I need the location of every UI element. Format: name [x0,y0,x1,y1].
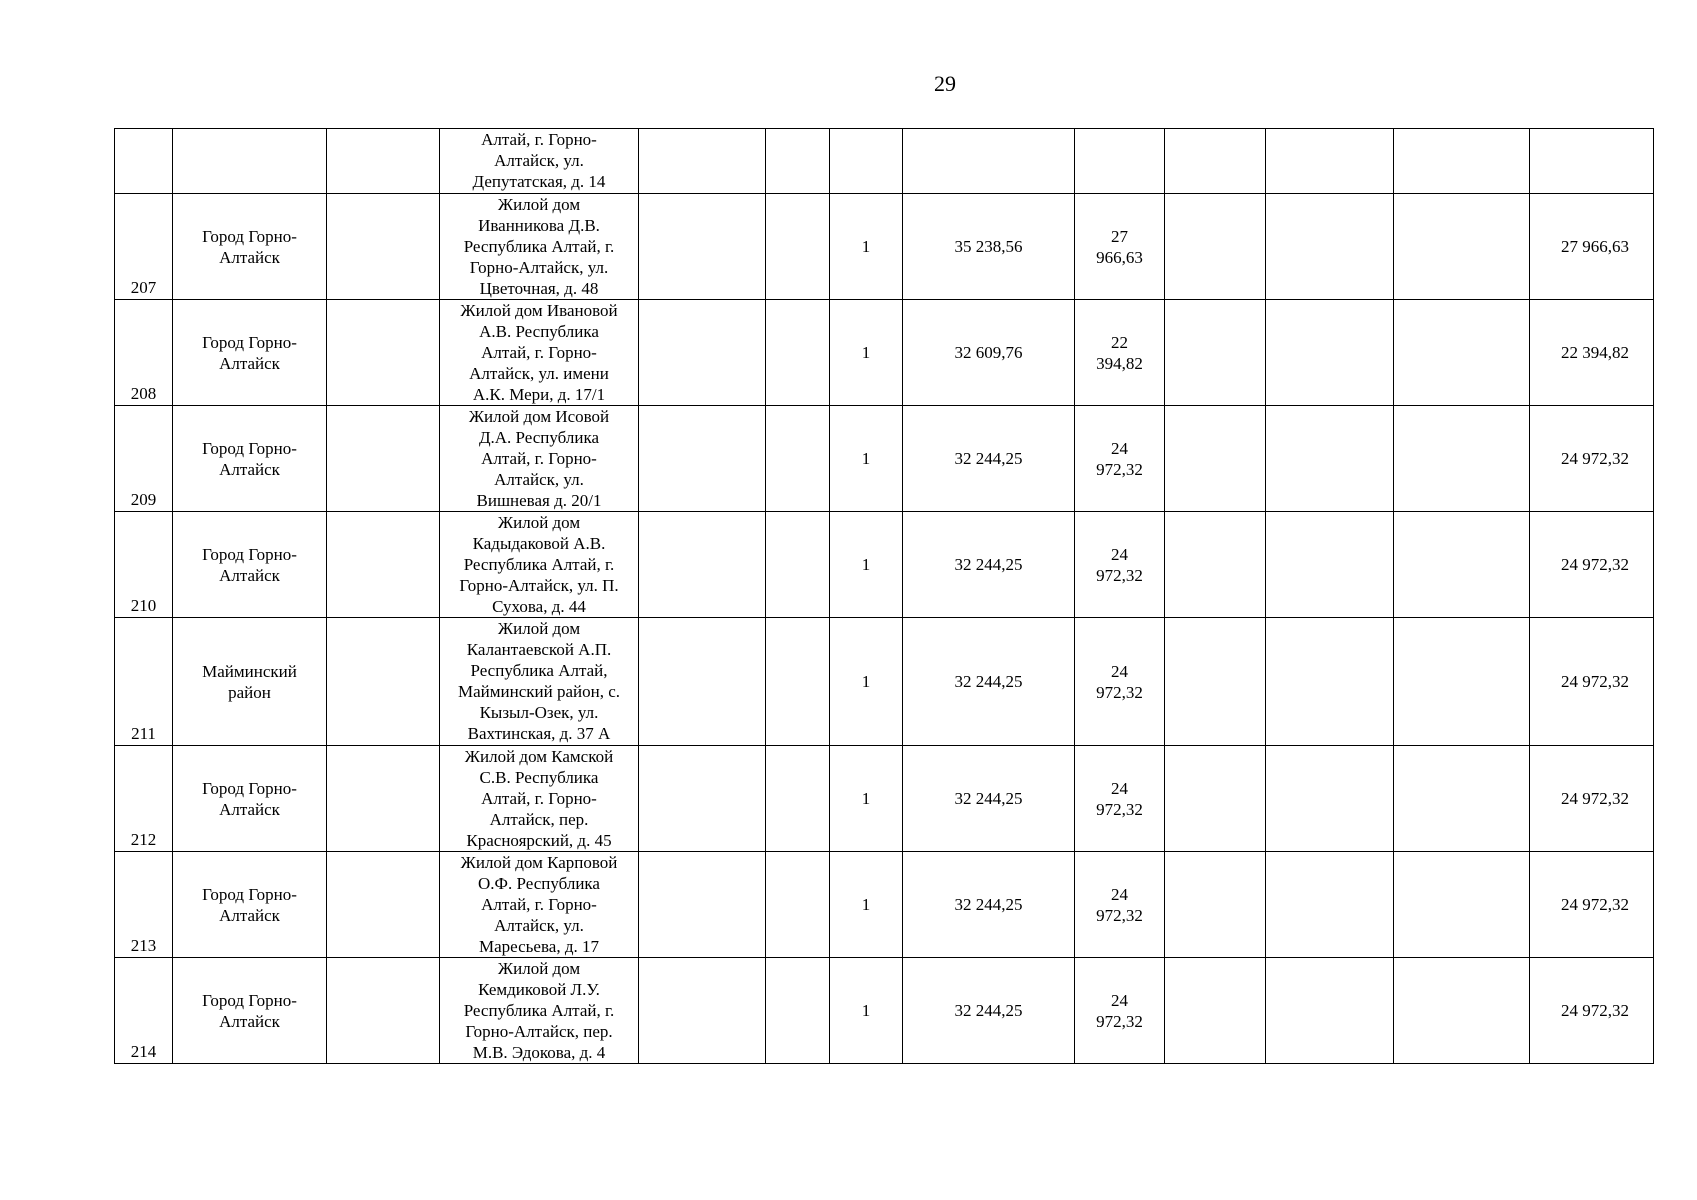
cost-cell: 35 238,56 [903,194,1075,300]
municipality-cell-line: Город Горно- [202,438,297,458]
address-cell-line: Алтайск, ул. [494,470,584,489]
total-cell [1530,129,1654,194]
amount-cell-line: 972,32 [1096,459,1143,479]
empty-cell [1394,958,1530,1064]
address-cell-line: Жилой дом [497,959,581,978]
empty-cell [766,618,830,746]
municipality-cell-line: Алтайск [219,247,280,267]
empty-cell [1394,129,1530,194]
amount-cell-line: 27 [1111,226,1128,246]
cost-cell: 32 244,25 [903,512,1075,618]
total-cell: 22 394,82 [1530,300,1654,406]
address-cell-line: Жилой дом [497,513,581,532]
empty-cell [1266,746,1394,852]
total-cell: 24 972,32 [1530,512,1654,618]
address-cell-line: Республика Алтай, г. [463,555,615,574]
address-cell-line: Жилой дом Камской [464,747,614,766]
amount-cell-line: 22 [1111,332,1128,352]
address-cell [440,406,639,512]
row-number-cell: 209 [115,406,173,512]
amount-cell [1075,958,1165,1064]
municipality-cell-line: Город Горно- [202,332,297,352]
address-cell-line: Кемдиковой Л.У. [478,980,600,999]
address-cell-line: Республика Алтай, г. [463,237,615,256]
address-cell-line: Калантаевской А.П. [466,640,612,659]
address-cell-line: Маресьева, д. 17 [479,937,599,956]
address-cell-line: Жилой дом [497,619,581,638]
address-cell-line: Кадыдаковой А.В. [472,534,606,553]
empty-cell [639,194,766,300]
empty-cell [1266,958,1394,1064]
address-cell [440,958,639,1064]
quantity-cell: 1 [830,618,903,746]
address-cell-line: Жилой дом [497,195,581,214]
address-cell-line: Жилой дом Исовой [468,407,610,426]
empty-cell [639,300,766,406]
address-cell-line: С.В. Республика [479,768,599,787]
table-row [115,512,1654,618]
municipality-cell [173,746,327,852]
address-cell-line: А.В. Республика [479,322,599,341]
empty-cell [766,512,830,618]
empty-cell [1165,958,1266,1064]
amount-cell-line: 24 [1111,438,1128,458]
municipality-cell [173,512,327,618]
empty-cell [1165,618,1266,746]
data-table [114,128,1654,1064]
empty-cell [327,194,440,300]
address-cell [440,746,639,852]
address-cell-line: Депутатская, д. 14 [472,172,606,191]
table-row [115,958,1654,1064]
empty-cell [1266,852,1394,958]
address-cell-line: Алтайск, ул. [494,916,584,935]
municipality-cell [173,129,327,194]
empty-cell [1165,406,1266,512]
table-row [115,406,1654,512]
quantity-cell [830,129,903,194]
quantity-cell: 1 [830,852,903,958]
amount-cell-line: 972,32 [1096,682,1143,702]
empty-cell [1266,618,1394,746]
municipality-cell-line: Майминский [202,661,297,681]
empty-cell [639,512,766,618]
municipality-cell-line: Алтайск [219,905,280,925]
empty-cell [327,746,440,852]
amount-cell-line: 394,82 [1096,353,1143,373]
empty-cell [327,512,440,618]
municipality-cell-line: Алтайск [219,799,280,819]
empty-cell [766,746,830,852]
address-cell-line: Республика Алтай, [470,661,608,680]
address-cell-line: Цветочная, д. 48 [479,279,599,298]
address-cell-line: Д.А. Республика [478,428,600,447]
municipality-cell [173,194,327,300]
empty-cell [639,958,766,1064]
row-number-cell: 208 [115,300,173,406]
amount-cell-line: 24 [1111,884,1128,904]
empty-cell [1165,512,1266,618]
empty-cell [639,406,766,512]
total-cell: 24 972,32 [1530,852,1654,958]
amount-cell-line: 972,32 [1096,799,1143,819]
address-cell-line: Алтай, г. Горно- [481,789,597,808]
amount-cell [1075,746,1165,852]
municipality-cell-line: Алтайск [219,459,280,479]
address-cell [440,129,639,194]
amount-cell [1075,852,1165,958]
amount-cell [1075,129,1165,194]
address-cell-line: Кызыл-Озек, ул. [479,703,599,722]
empty-cell [639,746,766,852]
cost-cell: 32 244,25 [903,406,1075,512]
amount-cell [1075,618,1165,746]
empty-cell [1266,300,1394,406]
empty-cell [1266,406,1394,512]
address-cell-line: Вишневая д. 20/1 [476,491,602,510]
municipality-cell-line: Город Горно- [202,884,297,904]
empty-cell [1394,618,1530,746]
empty-cell [639,618,766,746]
address-cell-line: Жилой дом Ивановой [460,301,618,320]
amount-cell-line: 24 [1111,990,1128,1010]
empty-cell [766,852,830,958]
municipality-cell-line: Алтайск [219,1011,280,1031]
amount-cell [1075,300,1165,406]
amount-cell-line: 24 [1111,544,1128,564]
table-row [115,618,1654,746]
row-number-cell: 207 [115,194,173,300]
empty-cell [1394,300,1530,406]
address-cell-line: Алтай, г. Горно- [481,449,597,468]
empty-cell [766,406,830,512]
empty-cell [1165,746,1266,852]
cost-cell: 32 244,25 [903,958,1075,1064]
address-cell-line: Горно-Алтайск, ул. [469,258,609,277]
amount-cell-line: 972,32 [1096,1011,1143,1031]
cost-cell: 32 609,76 [903,300,1075,406]
empty-cell [1165,300,1266,406]
empty-cell [766,194,830,300]
quantity-cell: 1 [830,300,903,406]
address-cell-line: Вахтинская, д. 37 А [467,724,611,743]
empty-cell [1394,194,1530,300]
page-number: 29 [934,71,956,96]
table-row [115,300,1654,406]
empty-cell [1266,194,1394,300]
amount-cell [1075,194,1165,300]
empty-cell [1266,512,1394,618]
address-cell-line: Горно-Алтайск, пер. [465,1022,613,1041]
empty-cell [1165,194,1266,300]
address-cell-line: А.К. Мери, д. 17/1 [472,385,606,404]
address-cell [440,300,639,406]
cost-cell: 32 244,25 [903,746,1075,852]
municipality-cell-line: Алтайск [219,565,280,585]
empty-cell [1394,852,1530,958]
address-cell-line: Алтайск, ул. имени [469,364,609,383]
cost-cell: 32 244,25 [903,618,1075,746]
empty-cell [766,958,830,1064]
empty-cell [327,406,440,512]
empty-cell [1394,406,1530,512]
empty-cell [327,618,440,746]
table-row [115,852,1654,958]
empty-cell [327,300,440,406]
quantity-cell: 1 [830,194,903,300]
table-body [115,129,1654,1064]
empty-cell [1165,852,1266,958]
total-cell: 24 972,32 [1530,746,1654,852]
total-cell: 24 972,32 [1530,618,1654,746]
cost-cell: 32 244,25 [903,852,1075,958]
quantity-cell: 1 [830,512,903,618]
table-row [115,746,1654,852]
municipality-cell-line: Город Горно- [202,990,297,1010]
address-cell-line: Красноярский, д. 45 [466,831,612,850]
row-number-cell [115,129,173,194]
address-cell-line: Алтай, г. Горно- [481,130,597,149]
total-cell: 24 972,32 [1530,406,1654,512]
empty-cell [639,852,766,958]
empty-cell [1165,129,1266,194]
address-cell-line: О.Ф. Республика [478,874,600,893]
municipality-cell-line: Алтайск [219,353,280,373]
address-cell-line: Алтай, г. Горно- [481,343,597,362]
total-cell: 27 966,63 [1530,194,1654,300]
quantity-cell: 1 [830,746,903,852]
empty-cell [327,129,440,194]
address-cell-line: Жилой дом Карповой [460,853,618,872]
address-cell-line: Республика Алтай, г. [463,1001,615,1020]
row-number-cell: 211 [115,618,173,746]
quantity-cell: 1 [830,958,903,1064]
municipality-cell-line: район [228,682,271,702]
municipality-cell-line: Город Горно- [202,544,297,564]
address-cell-line: Иванникова Д.В. [478,216,600,235]
address-cell-line: М.В. Эдокова, д. 4 [472,1043,606,1062]
amount-cell-line: 24 [1111,661,1128,681]
amount-cell-line: 972,32 [1096,905,1143,925]
amount-cell-line: 972,32 [1096,565,1143,585]
empty-cell [639,129,766,194]
address-cell [440,852,639,958]
address-cell-line: Алтай, г. Горно- [481,895,597,914]
row-number-cell: 212 [115,746,173,852]
address-cell-line: Алтайск, пер. [489,810,589,829]
empty-cell [1266,129,1394,194]
address-cell-line: Горно-Алтайск, ул. П. [459,576,619,595]
municipality-cell [173,300,327,406]
cost-cell [903,129,1075,194]
amount-cell-line: 966,63 [1096,247,1143,267]
address-cell-line: Алтайск, ул. [494,151,584,170]
table-row [115,194,1654,300]
municipality-cell [173,852,327,958]
row-number-cell: 213 [115,852,173,958]
address-cell [440,512,639,618]
empty-cell [766,300,830,406]
amount-cell [1075,406,1165,512]
municipality-cell [173,958,327,1064]
amount-cell-line: 24 [1111,778,1128,798]
row-number-cell: 210 [115,512,173,618]
address-cell-line: Сухова, д. 44 [492,597,586,616]
address-cell-line: Майминский район, с. [458,682,620,701]
municipality-cell-line: Город Горно- [202,778,297,798]
municipality-cell [173,406,327,512]
municipality-cell [173,618,327,746]
address-cell [440,194,639,300]
empty-cell [327,852,440,958]
row-number-cell: 214 [115,958,173,1064]
empty-cell [1394,512,1530,618]
municipality-cell-line: Город Горно- [202,226,297,246]
address-cell [440,618,639,746]
total-cell: 24 972,32 [1530,958,1654,1064]
quantity-cell: 1 [830,406,903,512]
amount-cell [1075,512,1165,618]
table-row [115,129,1654,194]
empty-cell [327,958,440,1064]
empty-cell [1394,746,1530,852]
empty-cell [766,129,830,194]
